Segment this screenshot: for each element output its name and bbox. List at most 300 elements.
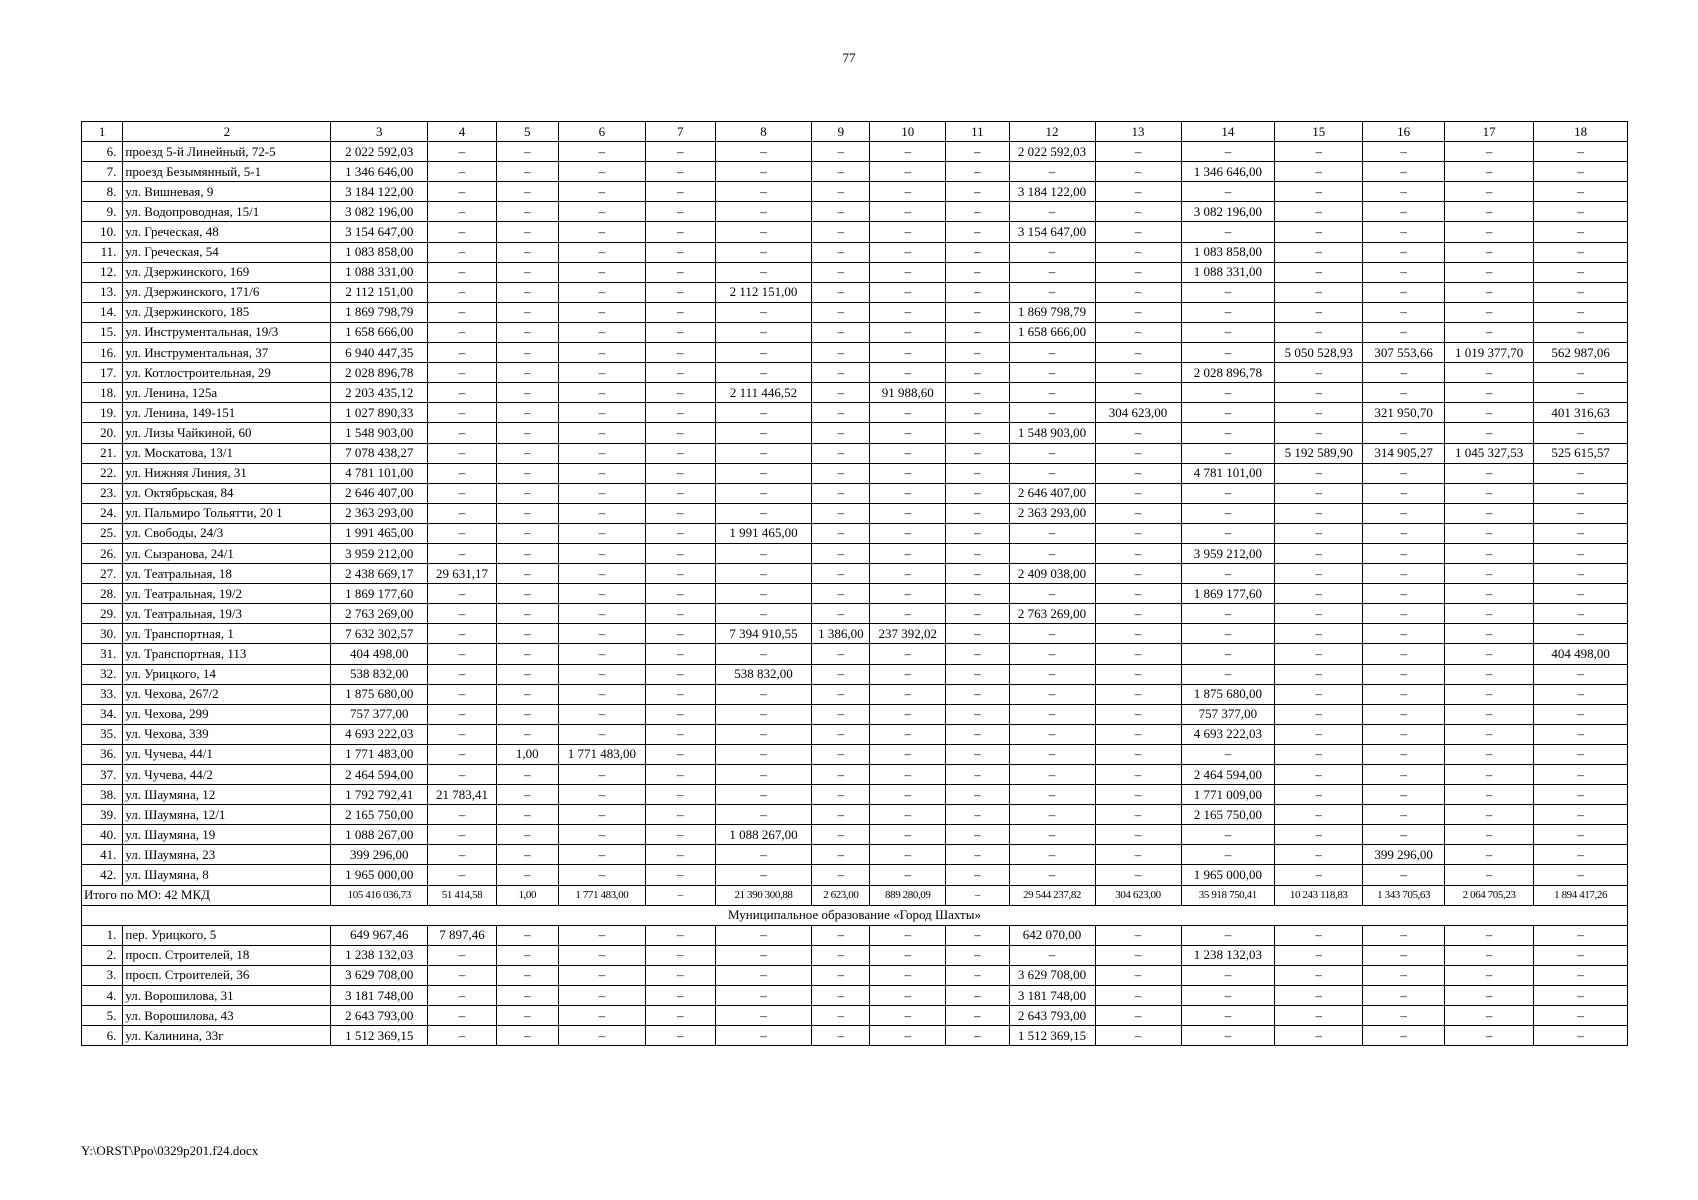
table-cell: – (558, 222, 645, 242)
table-cell: – (1534, 142, 1628, 162)
total-cell: 51 414,58 (428, 885, 497, 905)
table-row (82, 383, 1628, 403)
table-cell: – (870, 343, 946, 363)
table-cell: – (812, 1026, 870, 1046)
table-cell: – (1095, 242, 1181, 262)
address-cell: ул. Шаумяна, 19 (123, 825, 331, 845)
address-cell: ул. Дзержинского, 171/6 (123, 282, 331, 302)
table-cell: – (1444, 483, 1533, 503)
table-cell: – (558, 704, 645, 724)
table-cell: – (1444, 142, 1533, 162)
table-cell: – (645, 403, 715, 423)
address-cell: ул. Октябрьская, 84 (123, 483, 331, 503)
table-cell: 1 771 483,00 (331, 744, 428, 764)
footer-file-path: Y:\ORST\Ppo\0329p201.f24.docx (81, 1143, 259, 1158)
address-cell: проезд Безымянный, 5-1 (123, 162, 331, 182)
table-cell: – (946, 162, 1009, 182)
table-row (82, 423, 1628, 443)
table-cell: – (428, 986, 497, 1006)
table-cell: – (1444, 383, 1533, 403)
table-cell: – (870, 845, 946, 865)
table-cell: – (1181, 604, 1275, 624)
table-cell: – (1275, 744, 1363, 764)
column-header: 8 (715, 122, 812, 142)
column-header: 3 (331, 122, 428, 142)
table-cell: – (812, 242, 870, 262)
table-cell: – (715, 162, 812, 182)
table-cell: – (428, 845, 497, 865)
row-number: 2. (82, 945, 123, 965)
table-row (82, 363, 1628, 383)
table-cell: – (645, 865, 715, 885)
table-cell: – (870, 262, 946, 282)
table-cell: – (428, 403, 497, 423)
table-cell: 3 184 122,00 (1009, 182, 1095, 202)
table-cell: – (496, 584, 558, 604)
address-cell: ул. Театральная, 18 (123, 564, 331, 584)
table-cell: – (428, 604, 497, 624)
table-cell: – (1444, 523, 1533, 543)
table-cell: – (1275, 865, 1363, 885)
table-cell: – (870, 945, 946, 965)
table-cell: – (1009, 543, 1095, 563)
total-cell: 1 771 483,00 (558, 885, 645, 905)
address-cell: ул. Шаумяна, 12 (123, 785, 331, 805)
table-cell: – (812, 363, 870, 383)
table-cell: – (1534, 986, 1628, 1006)
table-cell: 3 629 708,00 (331, 965, 428, 985)
table-cell: – (946, 684, 1009, 704)
row-number: 27. (82, 564, 123, 584)
table-cell: – (1275, 302, 1363, 322)
table-cell: – (1275, 564, 1363, 584)
table-cell: 1 991 465,00 (331, 523, 428, 543)
table-cell: – (1275, 624, 1363, 644)
table-cell: – (1095, 664, 1181, 684)
table-cell: – (645, 604, 715, 624)
table-cell: – (645, 704, 715, 724)
table-row (82, 162, 1628, 182)
table-cell: – (1181, 986, 1275, 1006)
table-cell: – (1275, 162, 1363, 182)
column-header: 9 (812, 122, 870, 142)
table-row (82, 142, 1628, 162)
column-header: 5 (496, 122, 558, 142)
table-cell: – (428, 644, 497, 664)
table-cell: – (870, 805, 946, 825)
table-cell: 7 632 302,57 (331, 624, 428, 644)
table-cell: – (1444, 282, 1533, 302)
table-row (82, 343, 1628, 363)
table-cell: – (428, 322, 497, 342)
table-cell: – (428, 664, 497, 684)
table-cell: – (1095, 363, 1181, 383)
table-cell: – (946, 1006, 1009, 1026)
table-cell: 1 869 177,60 (1181, 584, 1275, 604)
row-number: 6. (82, 1026, 123, 1046)
table-cell: – (1534, 242, 1628, 262)
table-cell: – (1095, 604, 1181, 624)
table-cell: – (1534, 503, 1628, 523)
table-cell: 1 792 792,41 (331, 785, 428, 805)
table-cell: – (645, 322, 715, 342)
table-cell: – (1181, 423, 1275, 443)
table-cell: – (1363, 1006, 1445, 1026)
table-cell: – (812, 343, 870, 363)
column-header: 12 (1009, 122, 1095, 142)
table-cell: – (1181, 483, 1275, 503)
table-cell: – (496, 765, 558, 785)
table-cell: – (558, 724, 645, 744)
table-row (82, 986, 1628, 1006)
table-cell: – (645, 423, 715, 443)
table-cell: – (558, 483, 645, 503)
table-cell: 29 631,17 (428, 564, 497, 584)
table-cell: – (1444, 765, 1533, 785)
table-cell: – (496, 282, 558, 302)
table-cell: – (1181, 664, 1275, 684)
table-cell: – (812, 704, 870, 724)
table-cell: – (1095, 724, 1181, 744)
table-cell: – (870, 724, 946, 744)
table-cell: – (946, 865, 1009, 885)
table-cell: – (1095, 624, 1181, 644)
table-cell: – (558, 443, 645, 463)
table-cell: – (1363, 564, 1445, 584)
table-cell: – (812, 262, 870, 282)
table-cell: – (1534, 222, 1628, 242)
table-cell: – (558, 584, 645, 604)
table-cell: 649 967,46 (331, 925, 428, 945)
table-cell: – (428, 945, 497, 965)
table-cell: – (1534, 564, 1628, 584)
table-cell: – (428, 503, 497, 523)
address-cell: ул. Чехова, 267/2 (123, 684, 331, 704)
table-cell: 2 464 594,00 (331, 765, 428, 785)
table-cell: – (1275, 543, 1363, 563)
table-cell: – (1181, 564, 1275, 584)
table-cell: – (645, 644, 715, 664)
table-cell: 1 512 369,15 (1009, 1026, 1095, 1046)
table-cell: – (870, 1026, 946, 1046)
table-cell: – (428, 423, 497, 443)
table-cell: – (946, 584, 1009, 604)
table-cell: – (428, 584, 497, 604)
row-number: 3. (82, 965, 123, 985)
table-cell: – (870, 282, 946, 302)
table-cell: – (1009, 383, 1095, 403)
row-number: 34. (82, 704, 123, 724)
table-cell: – (1095, 564, 1181, 584)
table-cell: – (428, 744, 497, 764)
table-cell: – (1181, 965, 1275, 985)
table-cell: 7 897,46 (428, 925, 497, 945)
total-cell: 10 243 118,83 (1275, 885, 1363, 905)
table-cell: – (428, 443, 497, 463)
table-row (82, 503, 1628, 523)
table-cell: – (946, 443, 1009, 463)
table-cell: 2 112 151,00 (715, 282, 812, 302)
table-cell: 1 875 680,00 (1181, 684, 1275, 704)
table-cell: – (496, 262, 558, 282)
table-cell: – (1444, 363, 1533, 383)
table-cell: 1 088 267,00 (715, 825, 812, 845)
table-cell: 1 512 369,15 (331, 1026, 428, 1046)
table-cell: 91 988,60 (870, 383, 946, 403)
table-cell: – (1181, 343, 1275, 363)
table-row (82, 945, 1628, 965)
table-cell: 1 083 858,00 (331, 242, 428, 262)
table-cell: – (496, 965, 558, 985)
table-cell: 2 763 269,00 (1009, 604, 1095, 624)
table-cell: – (645, 282, 715, 302)
table-cell: – (645, 965, 715, 985)
row-number: 24. (82, 503, 123, 523)
table-cell: – (558, 684, 645, 704)
table-cell: – (946, 845, 1009, 865)
table-cell: – (870, 564, 946, 584)
table-cell: 1 869 177,60 (331, 584, 428, 604)
table-cell: – (812, 684, 870, 704)
table-cell: – (496, 845, 558, 865)
table-cell: 4 693 222,03 (331, 724, 428, 744)
table-cell: 1 991 465,00 (715, 523, 812, 543)
table-cell: – (946, 503, 1009, 523)
table-cell: – (1534, 523, 1628, 543)
table-cell: – (1363, 744, 1445, 764)
table-cell: – (812, 142, 870, 162)
table-cell: – (715, 423, 812, 443)
address-cell: ул. Театральная, 19/3 (123, 604, 331, 624)
row-number: 21. (82, 443, 123, 463)
table-cell: 1 346 646,00 (1181, 162, 1275, 182)
table-cell: – (1275, 282, 1363, 302)
table-cell: – (1181, 222, 1275, 242)
table-cell: – (812, 523, 870, 543)
table-cell: – (1534, 965, 1628, 985)
table-cell: – (715, 142, 812, 162)
table-cell: 314 905,27 (1363, 443, 1445, 463)
row-number: 1. (82, 925, 123, 945)
table-cell: – (946, 242, 1009, 262)
data-table-wrapper (81, 121, 1628, 1046)
address-cell: ул. Чучева, 44/1 (123, 744, 331, 764)
table-cell: – (715, 343, 812, 363)
table-cell: 2 409 038,00 (1009, 564, 1095, 584)
table-cell: – (1275, 182, 1363, 202)
table-cell: – (1095, 765, 1181, 785)
address-cell: ул. Ворошилова, 31 (123, 986, 331, 1006)
table-cell: – (1095, 644, 1181, 664)
table-cell: – (428, 383, 497, 403)
table-cell: – (870, 302, 946, 322)
table-cell: – (1534, 483, 1628, 503)
table-cell: – (1534, 785, 1628, 805)
column-header: 14 (1181, 122, 1275, 142)
table-cell: – (428, 684, 497, 704)
table-cell: – (946, 363, 1009, 383)
row-number: 41. (82, 845, 123, 865)
table-cell: – (946, 744, 1009, 764)
table-cell: 2 763 269,00 (331, 604, 428, 624)
table-cell: – (1009, 785, 1095, 805)
table-cell: – (1363, 523, 1445, 543)
column-header: 6 (558, 122, 645, 142)
table-cell: – (496, 483, 558, 503)
table-cell: – (812, 503, 870, 523)
table-cell: – (428, 1026, 497, 1046)
table-cell: – (946, 182, 1009, 202)
total-cell: 21 390 300,88 (715, 885, 812, 905)
table-row (82, 443, 1628, 463)
table-cell: 3 959 212,00 (331, 543, 428, 563)
table-cell: – (1363, 825, 1445, 845)
table-cell: – (870, 222, 946, 242)
table-cell: – (870, 322, 946, 342)
table-cell: – (1275, 765, 1363, 785)
table-cell: – (496, 805, 558, 825)
table-cell: – (1095, 925, 1181, 945)
table-cell: – (1444, 925, 1533, 945)
row-number: 28. (82, 584, 123, 604)
table-cell: – (1534, 704, 1628, 724)
table-cell: – (1534, 182, 1628, 202)
table-cell: – (812, 785, 870, 805)
table-cell: – (715, 604, 812, 624)
table-cell: – (1275, 483, 1363, 503)
row-number: 5. (82, 1006, 123, 1026)
table-cell: 1 045 327,53 (1444, 443, 1533, 463)
address-cell: ул. Ленина, 125а (123, 383, 331, 403)
table-cell: – (1363, 584, 1445, 604)
table-cell: – (428, 805, 497, 825)
table-cell: – (946, 564, 1009, 584)
table-cell: 1 548 903,00 (1009, 423, 1095, 443)
table-cell: – (715, 262, 812, 282)
table-cell: – (1275, 584, 1363, 604)
total-cell: 2 064 705,23 (1444, 885, 1533, 905)
table-cell: 2 643 793,00 (1009, 1006, 1095, 1026)
address-cell: ул. Инструментальная, 37 (123, 343, 331, 363)
table-cell: – (1095, 845, 1181, 865)
table-cell: – (645, 463, 715, 483)
table-cell: – (558, 945, 645, 965)
table-cell: – (946, 825, 1009, 845)
table-row (82, 1026, 1628, 1046)
table-row (82, 965, 1628, 985)
table-cell: 538 832,00 (715, 664, 812, 684)
column-header: 7 (645, 122, 715, 142)
table-cell: – (1275, 664, 1363, 684)
table-cell: – (1275, 925, 1363, 945)
table-cell: – (496, 503, 558, 523)
table-cell: – (1095, 383, 1181, 403)
table-cell: – (870, 664, 946, 684)
table-cell: – (558, 423, 645, 443)
table-cell: – (558, 363, 645, 383)
table-cell: 5 192 589,90 (1275, 443, 1363, 463)
table-cell: – (946, 202, 1009, 222)
table-cell: – (496, 564, 558, 584)
table-cell: – (496, 684, 558, 704)
table-cell: – (1275, 724, 1363, 744)
table-cell: 1 346 646,00 (331, 162, 428, 182)
table-cell: – (1095, 463, 1181, 483)
table-cell: – (496, 162, 558, 182)
table-cell: – (946, 423, 1009, 443)
table-cell: 1 386,00 (812, 624, 870, 644)
table-cell: – (1363, 805, 1445, 825)
table-cell: – (558, 825, 645, 845)
table-cell: – (870, 202, 946, 222)
table-cell: – (1181, 825, 1275, 845)
table-cell: – (1363, 684, 1445, 704)
table-cell: – (812, 604, 870, 624)
table-cell: – (715, 684, 812, 704)
table-cell: – (496, 242, 558, 262)
table-cell: 3 181 748,00 (1009, 986, 1095, 1006)
table-cell: – (1444, 584, 1533, 604)
table-cell: – (1009, 162, 1095, 182)
table-cell: 3 629 708,00 (1009, 965, 1095, 985)
table-cell: – (1444, 302, 1533, 322)
table-cell: 21 783,41 (428, 785, 497, 805)
table-cell: – (1095, 483, 1181, 503)
table-cell: – (1363, 242, 1445, 262)
table-cell: – (1095, 704, 1181, 724)
table-row (82, 604, 1628, 624)
table-cell: – (1009, 624, 1095, 644)
table-cell: – (428, 965, 497, 985)
column-header: 17 (1444, 122, 1533, 142)
table-cell: – (1181, 142, 1275, 162)
address-cell: ул. Вишневая, 9 (123, 182, 331, 202)
table-cell: – (428, 724, 497, 744)
table-cell: 2 165 750,00 (331, 805, 428, 825)
table-cell: – (645, 363, 715, 383)
table-cell: – (946, 604, 1009, 624)
table-cell: – (812, 222, 870, 242)
table-cell: – (1534, 845, 1628, 865)
table-cell: – (1444, 624, 1533, 644)
table-cell: – (496, 443, 558, 463)
table-cell: – (946, 925, 1009, 945)
table-cell: 4 693 222,03 (1181, 724, 1275, 744)
table-cell: – (870, 463, 946, 483)
table-cell: – (1009, 523, 1095, 543)
table-cell: – (812, 543, 870, 563)
table-row (82, 664, 1628, 684)
total-cell: 1 343 705,63 (1363, 885, 1445, 905)
table-cell: – (1095, 584, 1181, 604)
table-cell: – (428, 704, 497, 724)
table-cell: 1 019 377,70 (1444, 343, 1533, 363)
table-cell: 321 950,70 (1363, 403, 1445, 423)
address-cell: ул. Калинина, 33г (123, 1026, 331, 1046)
table-cell: – (1363, 604, 1445, 624)
table-cell: – (1095, 322, 1181, 342)
table-cell: – (715, 543, 812, 563)
table-cell: – (558, 523, 645, 543)
table-cell: – (645, 543, 715, 563)
table-cell: – (715, 302, 812, 322)
table-cell: – (715, 584, 812, 604)
table-cell: – (1444, 262, 1533, 282)
table-cell: – (1534, 584, 1628, 604)
table-cell: – (946, 403, 1009, 423)
table-cell: – (1534, 363, 1628, 383)
column-header: 2 (123, 122, 331, 142)
